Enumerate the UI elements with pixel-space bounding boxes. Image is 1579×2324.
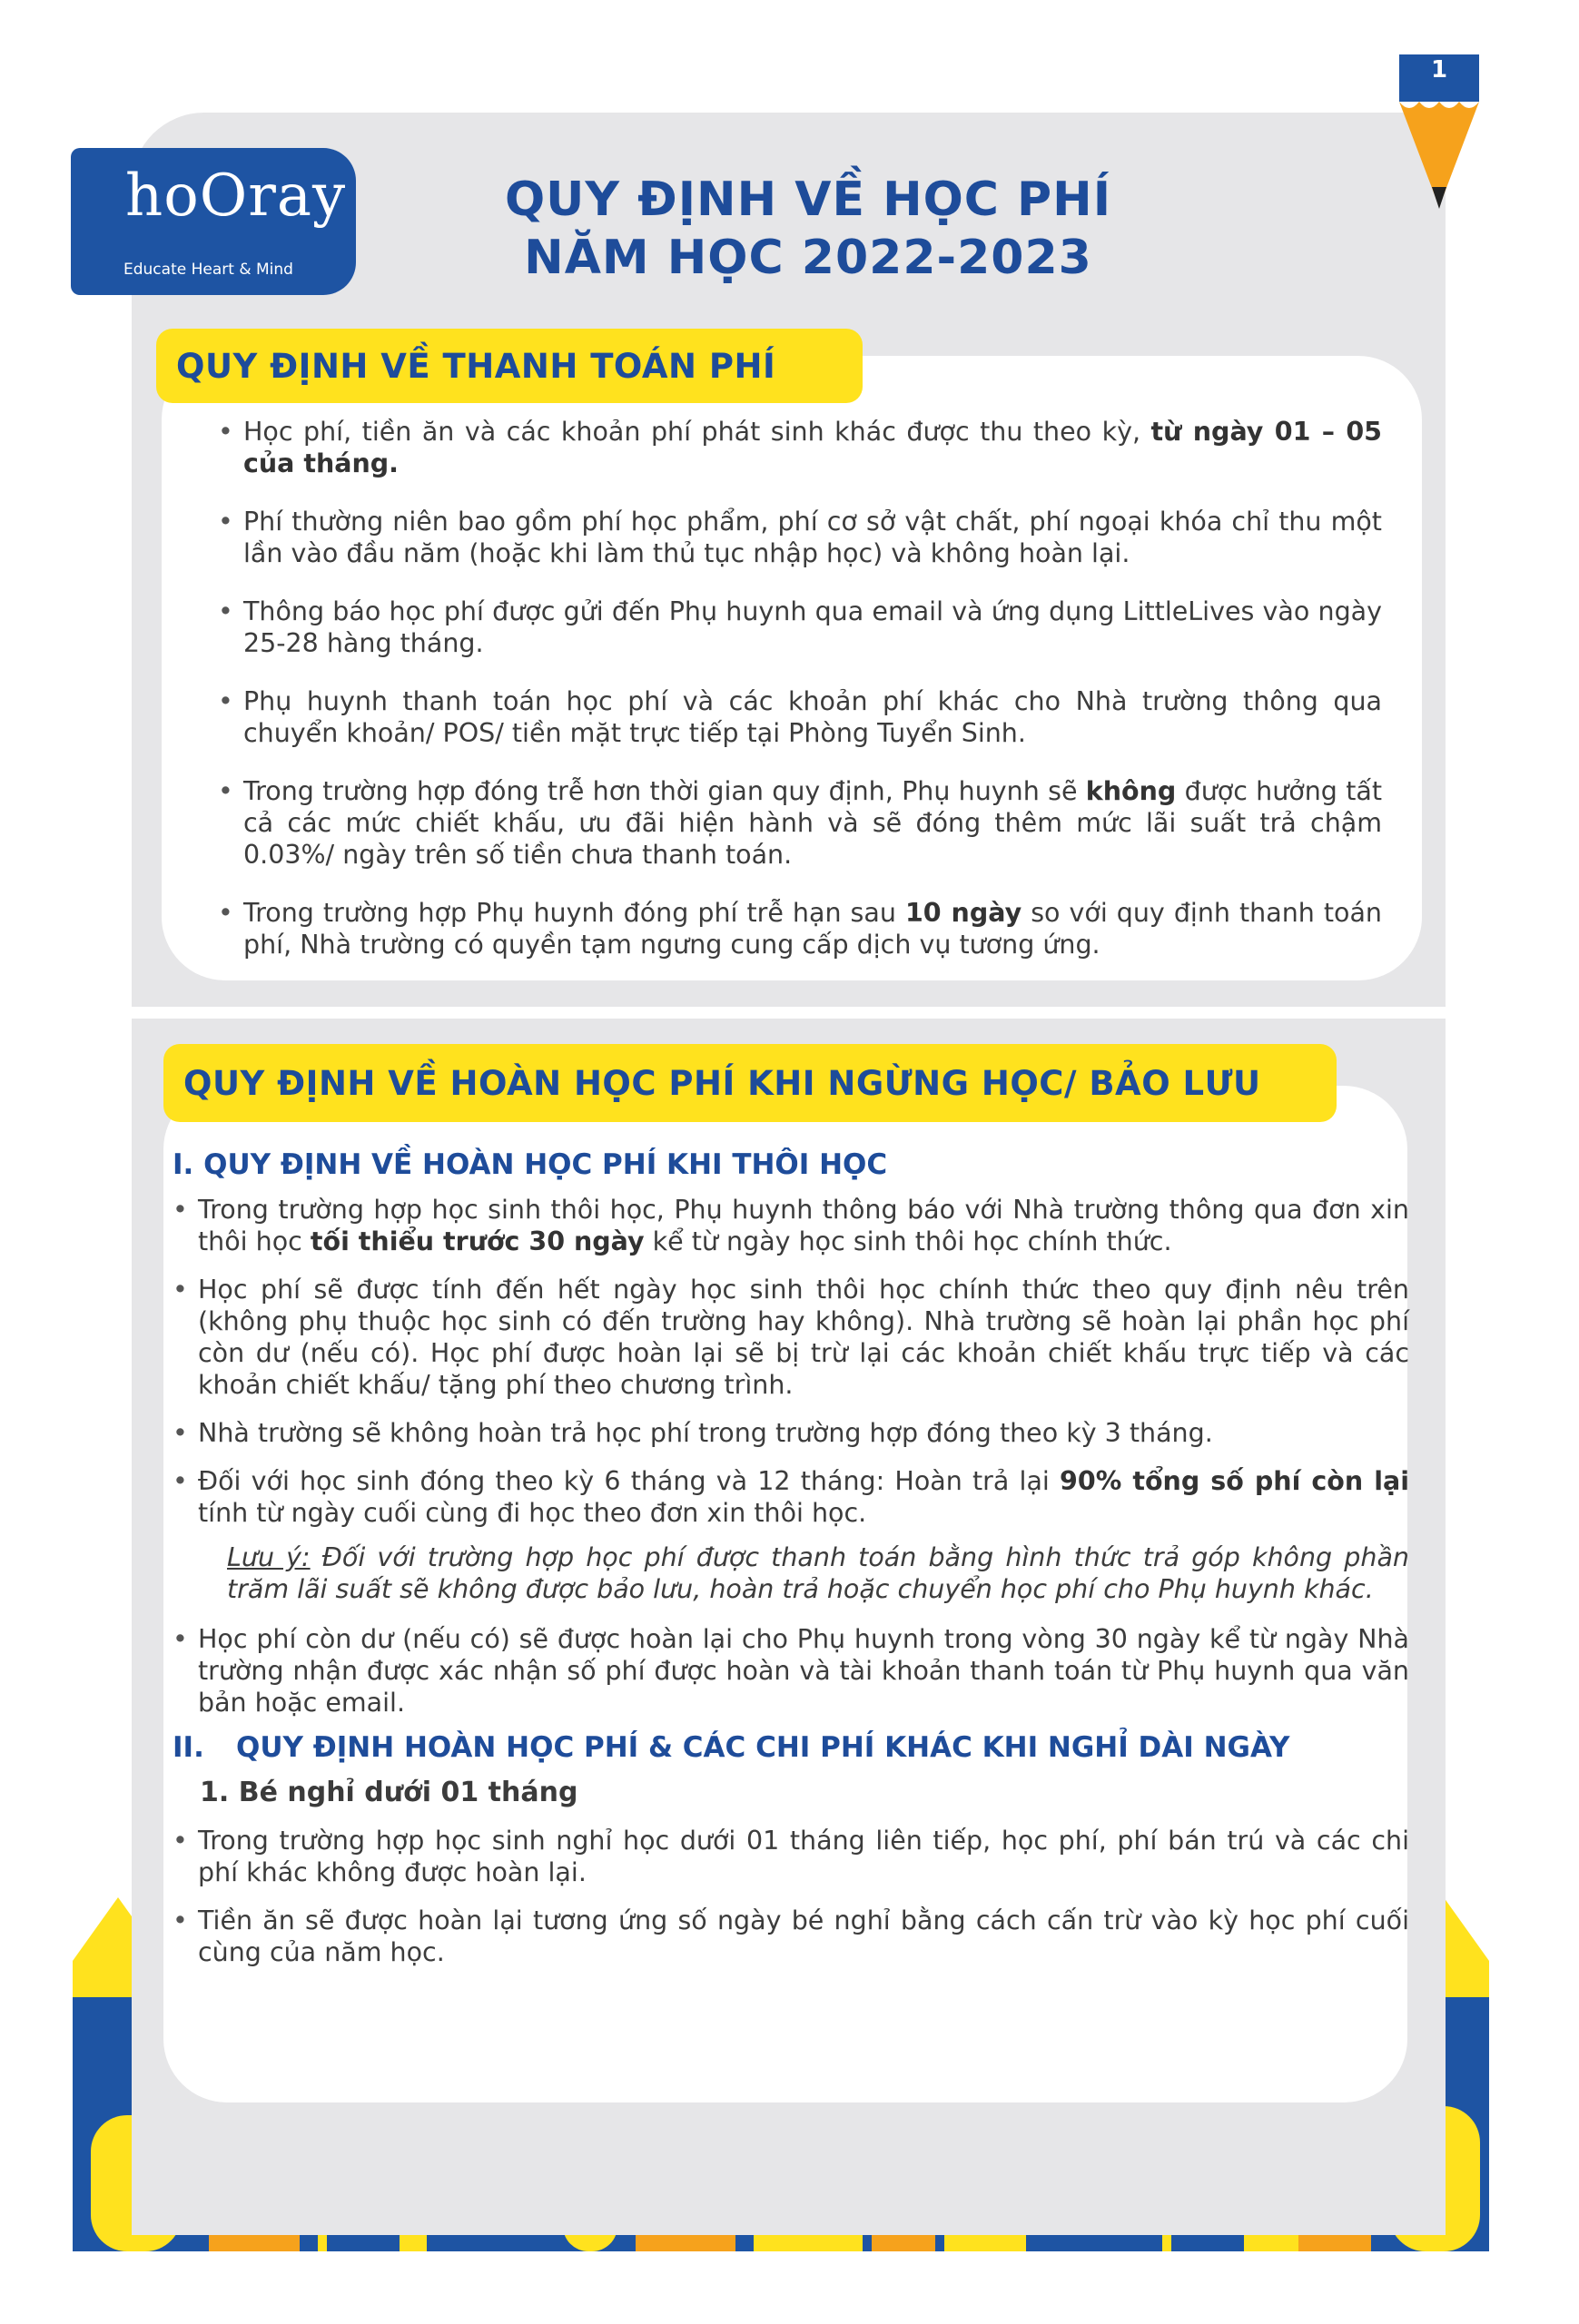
section-heading-refund: QUY ĐỊNH VỀ HOÀN HỌC PHÍ KHI NGỪNG HỌC/ BẢO LƯU <box>163 1044 1337 1122</box>
logo-tagline: Educate Heart & Mind <box>123 261 293 279</box>
list-item: • Học phí sẽ được tính đến hết ngày học sinh thôi học chính thức theo quy định nêu trên (không phụ thuộc học sinh có đến trường hay không). Nhà trường sẽ hoàn lại phần học phí còn dư (nếu có). Học phí được hoàn lại sẽ bị trừ lại các khoản chiết khấu trực tiếp và các khoản chiết khấu/ tặng phí theo chương trình. <box>173 1274 1409 1401</box>
list-item: • Học phí còn dư (nếu có) sẽ được hoàn lại cho Phụ huynh trong vòng 30 ngày kể từ ngày Nhà trường nhận được xác nhận số phí được hoàn và tài khoản thanh toán từ Phụ huynh qua văn bản hoặc email. <box>173 1623 1409 1718</box>
list-item: • Trong trường hợp học sinh thôi học, Phụ huynh thông báo với Nhà trường thông qua đơn xin thôi học tối thiểu trước 30 ngày kể từ ngày học sinh thôi học chính thức. <box>173 1194 1409 1257</box>
refund-rules <box>173 1147 1409 1984</box>
list-item: • Nhà trường sẽ không hoàn trả học phí trong trường hợp đóng theo kỳ 3 tháng. <box>173 1417 1409 1449</box>
subsection-heading-withdrawal: I. QUY ĐỊNH VỀ HOÀN HỌC PHÍ KHI THÔI HỌC <box>173 1148 888 1181</box>
list-item: • Học phí, tiền ăn và các khoản phí phát sinh khác được thu theo kỳ, từ ngày 01 – 05 của tháng. <box>218 416 1382 479</box>
payment-rules <box>218 416 1382 987</box>
note: Lưu ý: Đối với trường hợp học phí được thanh toán bằng hình thức trả góp không phần trăm lãi suất sẽ không được bảo lưu, hoàn trả hoặc chuyển học phí cho Phụ huynh khác. <box>227 1542 1409 1604</box>
list-item: • Trong trường hợp Phụ huynh đóng phí trễ hạn sau 10 ngày so với quy định thanh toán phí, Nhà trường có quyền tạm ngưng cung cấp dịch vụ tương ứng. <box>218 897 1382 960</box>
page-number: 1 <box>1430 56 1448 84</box>
page-title <box>363 171 1253 287</box>
list-item: • Trong trường hợp đóng trễ hơn thời gian quy định, Phụ huynh sẽ không được hưởng tất cả các mức chiết khấu, ưu đãi hiện hành và sẽ đóng thêm mức lãi suất trả chậm 0.03%/ ngày trên số tiền chưa thanh toán. <box>218 775 1382 871</box>
logo-brand: hoOray <box>125 162 347 230</box>
sub-heading-under-one-month: 1. Bé nghỉ dưới 01 tháng <box>200 1777 578 1808</box>
list-item: • Phí thường niên bao gồm phí học phẩm, phí cơ sở vật chất, phí ngoại khóa chỉ thu một lần vào đầu năm (hoặc khi làm thủ tục nhập học) và không hoàn lại. <box>218 506 1382 569</box>
list-item: • Đối với học sinh đóng theo kỳ 6 tháng và 12 tháng: Hoàn trả lại 90% tổng số phí còn lại tính từ ngày cuối cùng đi học theo đơn xin thôi học. <box>173 1465 1409 1529</box>
hooray-logo <box>71 148 356 295</box>
list-item: • Tiền ăn sẽ được hoàn lại tương ứng số ngày bé nghỉ bằng cách cấn trừ vào kỳ học phí cuối cùng của năm học. <box>173 1905 1409 1968</box>
list-item: • Trong trường hợp học sinh nghỉ học dưới 01 tháng liên tiếp, học phí, phí bán trú và các chi phí khác không được hoàn lại. <box>173 1825 1409 1888</box>
subsection-heading-long-leave: II. QUY ĐỊNH HOÀN HỌC PHÍ & CÁC CHI PHÍ KHÁC KHI NGHỈ DÀI NGÀY <box>173 1731 1290 1764</box>
list-item: • Phụ huynh thanh toán học phí và các khoản phí khác cho Nhà trường thông qua chuyển khoản/ POS/ tiền mặt trực tiếp tại Phòng Tuyển Sinh. <box>218 685 1382 749</box>
title-line-2: NĂM HỌC 2022-2023 <box>524 231 1092 285</box>
list-item: • Thông báo học phí được gửi đến Phụ huynh qua email và ứng dụng LittleLives vào ngày 25-28 hàng tháng. <box>218 596 1382 659</box>
title-line-1: QUY ĐỊNH VỀ HỌC PHÍ <box>504 172 1112 227</box>
section-heading-payment: QUY ĐỊNH VỀ THANH TOÁN PHÍ <box>156 329 863 403</box>
